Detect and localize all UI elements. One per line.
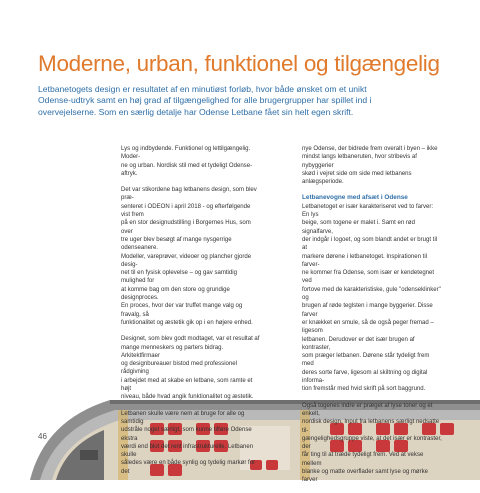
body-paragraph: Det var stikordene bag letbanens design, som blev præ- senteret i ODEON i april 2018 - og efterfølgende vist frem på en stor designudstilling i Borgernes Hus, som over tre uger blev besøgt af mange nysgerrige odenseanere. Modeller, vareprøver, videoer og plancher gjorde desig- net til en fysisk oplevelse – og gav samtidig mulighed for at komme bag om den store og grundige designproces. En proces, hvor der var truffet mange valg og fravalg, så funktionalitet og æstetik gik op i en højere enhed. [121, 187, 257, 326]
body-paragraph: nye Odense, der bidrede frem overalt i byen – ikke mindst langs letbaneruten, hvor stribevis af nybyggerier skød i vejret side om side med letbanens anlægsperiode. [302, 146, 438, 186]
page-title: Moderne, urban, funktionel og tilgængelig [38, 51, 440, 76]
seat [266, 460, 278, 470]
body-paragraph: Også togenes indre er præget af lyse toner og et enkelt, nordisk design. Input fra letbanens særligt nedsatte til- gængelighedsgruppe viste, at det især er kontraster, der får ting til at træde tydeligt frem. Ved at vekse mellem blanke og matte overflader samt lyse og mørke farver [302, 402, 442, 484]
body-paragraph: Lys og indbydende. Funktionel og lettilgængelig. Moder- ne og urban. Nordisk stil med et tydeligt Odense-aftryk. [121, 146, 253, 177]
page-number: 46 [38, 432, 47, 441]
lead-paragraph [38, 84, 458, 118]
cab-console [80, 450, 98, 460]
text-column-left [121, 145, 261, 484]
text-column-right [302, 145, 442, 493]
body-paragraph: Designet, som blev godt modtaget, var et resultat af mange menneskers og parters bidrag. Arkitektfirmaer og designbureauer bistod med professionel rådgivning i arbejdet med at skabe en letbane, som ramte et højt niveau, både hvad angik funktionalitet og æstetik. [121, 336, 260, 401]
body-paragraph: Letbanetoget er især karakteriseret ved to farver: En lys beige, som togene er malet i. Samt en rød signalfarve, der indgår i logoet, og som blandt andet er brugt til at markere dørene i letbanetoget. Inspirationen til farver- ne kommer fra Odense, som især er kendetegnet ved fortove med de karakteristiske, gule "odenseklinker" og brugen af røde teglsten i mange byggerier. Disse farver er knækket en smule, så de også peger fremad – ligesom letbanen. Derudover er det især brugen af kontraster, som præger letbanen. Dørene står tydeligt frem med deres sorte farve, ligesom al skiltning og digital informa- tion fremstår med hvid skrift på sort baggrund. [302, 203, 441, 393]
lead-line: Letbanetogets design er resultatet af en minutiøst forløb, hvor både ønsket om et unikt [38, 84, 367, 94]
body-paragraph: Letbanen skulle være nem at bruge for alle og samtidig udstråle noget særligt, som kunne tilføre Odense ekstra værdi end blot det rent infrastrukturelle. Letbanen skulle således være en både synlig og tydelig markør for det [121, 410, 256, 475]
lead-line: overvejelserne. Som en særlig detalje har Odense Letbane fået sin helt egen skrift. [38, 106, 354, 117]
section-heading: Letbanevogne med afsæt i Odense [302, 194, 408, 202]
seat [440, 423, 454, 435]
lead-line: Odense-udtryk samt en høj grad af tilgængelighed for alle brugergrupper har spillet ind i [38, 95, 372, 106]
